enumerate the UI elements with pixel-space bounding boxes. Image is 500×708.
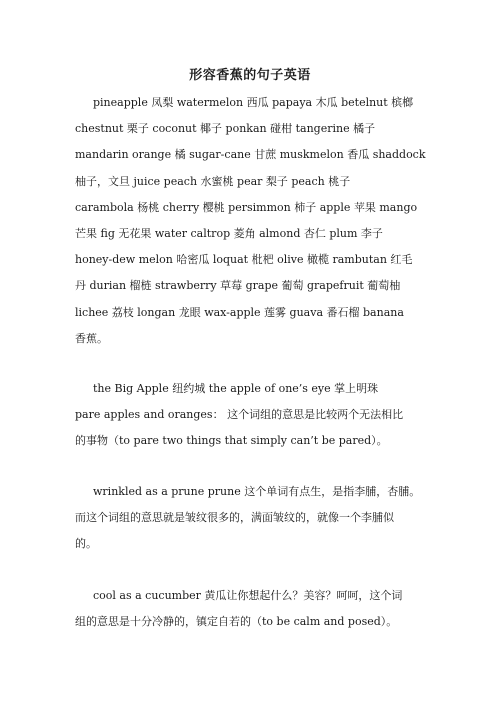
paragraph-line: lichee 荔枝 longan 龙眼 wax-apple 莲雾 guava 番石榴 banana [75, 305, 404, 319]
paragraph-line: 而这个词组的意思就是皱纹很多的，满面皱纹的，就像一个李脯似 [75, 510, 394, 524]
fruit-vocabulary-paragraph [75, 90, 445, 352]
paragraph-line: 的。 [75, 537, 97, 551]
paragraph-line: pare apples and oranges： 这个词组的意思是比较两个无法相比 [75, 408, 404, 422]
paragraph-line: mandarin orange 橘 sugar-cane 甘蔗 muskmelon 香瓜 shaddock [75, 148, 426, 162]
paragraph-line: the Big Apple 纽约城 the apple of one’s eye 掌上明珠 [93, 382, 379, 396]
prune-paragraph [75, 479, 445, 558]
paragraph-line: 柚子，文旦 juice peach 水蜜桃 pear 梨子 peach 桃子 [75, 174, 351, 188]
paragraph-line: 芒果 fig 无花果 water caltrop 菱角 almond 杏仁 plum 李子 [75, 227, 383, 241]
paragraph-line: carambola 杨桃 cherry 樱桃 persimmon 柿子 apple 苹果 mango [75, 200, 418, 214]
paragraph-line: pineapple 凤梨 watermelon 西瓜 papaya 木瓜 betelnut 槟榔 [93, 96, 414, 109]
paragraph-line: 的事物（to pare two things that simply can’t be pared）。 [75, 434, 388, 448]
paragraph-line: chestnut 栗子 coconut 椰子 ponkan 碰柑 tangerine 橘子 [75, 122, 376, 136]
paragraph-spacer [75, 352, 445, 376]
paragraph-line: wrinkled as a prune prune 这个单词有点生，是指李脯，杏脯。 [93, 484, 421, 498]
document-body [75, 90, 445, 636]
paragraph-line: cool as a cucumber 黄瓜让你想起什么？美容？呵呵，这个词 [93, 589, 403, 603]
cucumber-paragraph [75, 583, 445, 635]
paragraph-spacer [75, 557, 445, 583]
page-title: 形容香蕉的句子英语 [189, 68, 311, 83]
paragraph-line: 组的意思是十分冷静的，镇定自若的（to be calm and posed）。 [75, 615, 398, 629]
paragraph-spacer [75, 455, 445, 479]
paragraph-line: honey-dew melon 哈密瓜 loquat 枇杷 olive 橄榄 rambutan 红毛 [75, 253, 413, 267]
paragraph-line: 丹 durian 榴梿 strawberry 草莓 grape 葡萄 grapefruit 葡萄柚 [75, 279, 401, 293]
big-apple-paragraph [75, 376, 445, 455]
paragraph-line: 香蕉。 [75, 331, 108, 345]
